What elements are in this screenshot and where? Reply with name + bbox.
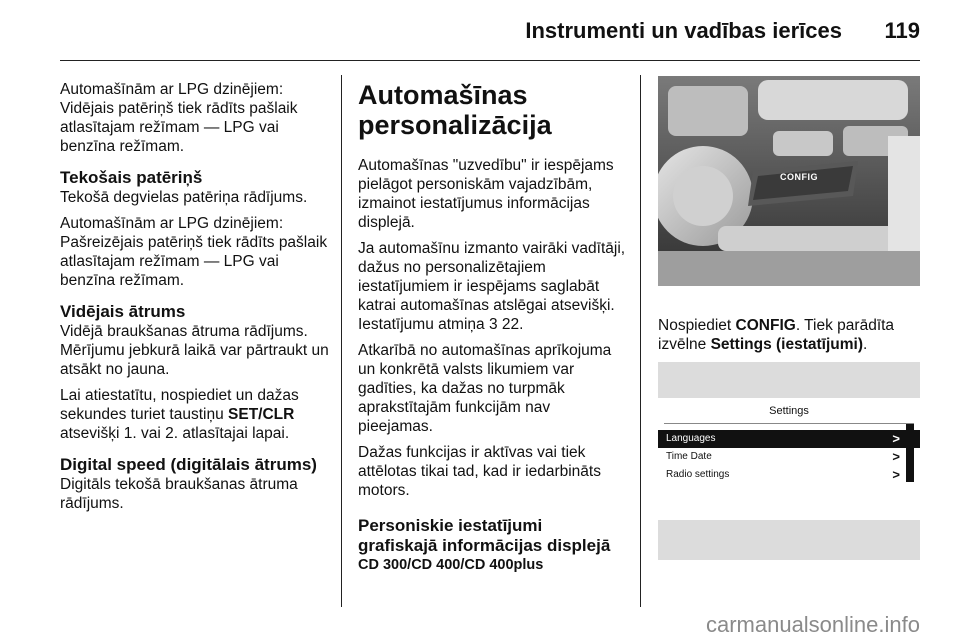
applicable-models: CD 300/CD 400/CD 400plus [358,557,544,573]
multiple-drivers-text: Ja automašīnu izmanto vairāki vadītāji, dažus no personalizētajiem iestatījumiem ir iespējams saglabāt katrai automašīnas atslēgai atsevišķi. Iestatījumu atmiņa [358,240,626,333]
digital-speed-description: Digitāls tekošā braukšanas ātruma rādījums. [60,476,298,512]
page-number: 119 [884,18,920,43]
average-speed-description: Vidējā braukšanas ātruma rādījums. Mērījumu jebkurā laikā var pārtraukt un atsākt no jauna. [60,323,329,378]
settings-menu-keyword: Settings (iestatījumi) [710,335,863,353]
equipment-dependency-note: Atkarībā no automašīnas aprīkojuma un konkrētā valsts likumiem var gadīties, ka dažas no turpmāk aprakstītajām funkcijām nav pieejamas. [358,342,612,435]
average-speed-reset-instructions [60,386,332,443]
section-heading-digital-speed: Digital speed (digitālais ātrums) [60,455,317,474]
settings-display-illustration [658,362,920,560]
menu-item-label: Time Date [666,451,712,462]
multiple-drivers-note [358,239,626,334]
chevron-right-icon: > [892,449,900,464]
set-clr-button-name: SET/CLR [228,406,295,423]
caption-suffix: . [863,335,868,353]
header-rule [60,60,920,61]
left-column [60,80,332,520]
current-consumption-description: Tekošā degvielas patēriņa rādījums. [60,189,308,206]
personalization-intro: Automašīnas "uzvedību" ir iespējams pielāgot personiskām vajadzībām, izmainot iestatījumus informācijas displejā. [358,157,614,231]
menu-item-label: Languages [666,433,716,444]
reset-text-prefix: Lai atiestatītu, nospiediet un dažas sekundes turiet taustiņu [60,387,299,423]
middle-column [358,80,626,575]
reset-text-suffix: atsevišķi 1. vai 2. atlasītajai lapai. [60,425,290,442]
config-instruction [658,316,920,354]
column-divider-left [341,75,342,607]
section-heading-current-consumption: Tekošais patēriņš [60,168,203,187]
section-heading-graphic-display-settings: Personiskie iestatījumi grafiskajā informācijas displejā [358,516,611,555]
config-button-label: CONFIG [780,172,818,182]
settings-screen-title: Settings [769,405,809,417]
config-button-photo [658,76,920,286]
page-reference-link[interactable]: 3 22. [488,316,524,333]
menu-item-time-date[interactable] [658,448,920,466]
engine-running-note: Dažas funkcijas ir aktīvas vai tiek attēlotas tikai tad, kad ir iedarbināts motors. [358,444,601,499]
caption-prefix: Nospiediet [658,316,736,334]
scrollbar[interactable] [906,424,914,482]
menu-item-label: Radio settings [666,469,730,480]
watermark: carmanualsonline.info [705,612,920,637]
section-heading-average-speed: Vidējais ātrums [60,302,186,321]
current-consumption-lpg-note: Automašīnām ar LPG dzinējiem: Pašreizējais patēriņš tiek rādīts pašlaik atlasītajam režīmam — LPG vai benzīna režīmam. [60,215,328,289]
lpg-average-consumption-note: Automašīnām ar LPG dzinējiem: Vidējais patēriņš tiek rādīts pašlaik atlasītajam režīmam — LPG vai benzīna režīmam. [60,81,298,155]
caption-middle: . Tiek parādīta izvēlne [658,316,895,353]
column-divider-right [640,75,641,607]
chapter-heading-personalization: Automašīnas personalizācija [358,80,552,140]
page-header-title: Instrumenti un vadības ierīces [525,18,842,43]
settings-screen [658,398,920,520]
menu-item-languages[interactable] [658,430,920,448]
config-keyword: CONFIG [735,316,796,334]
chevron-right-icon: > [892,467,900,482]
chevron-right-icon: > [892,431,900,446]
menu-item-radio-settings[interactable] [658,466,920,484]
